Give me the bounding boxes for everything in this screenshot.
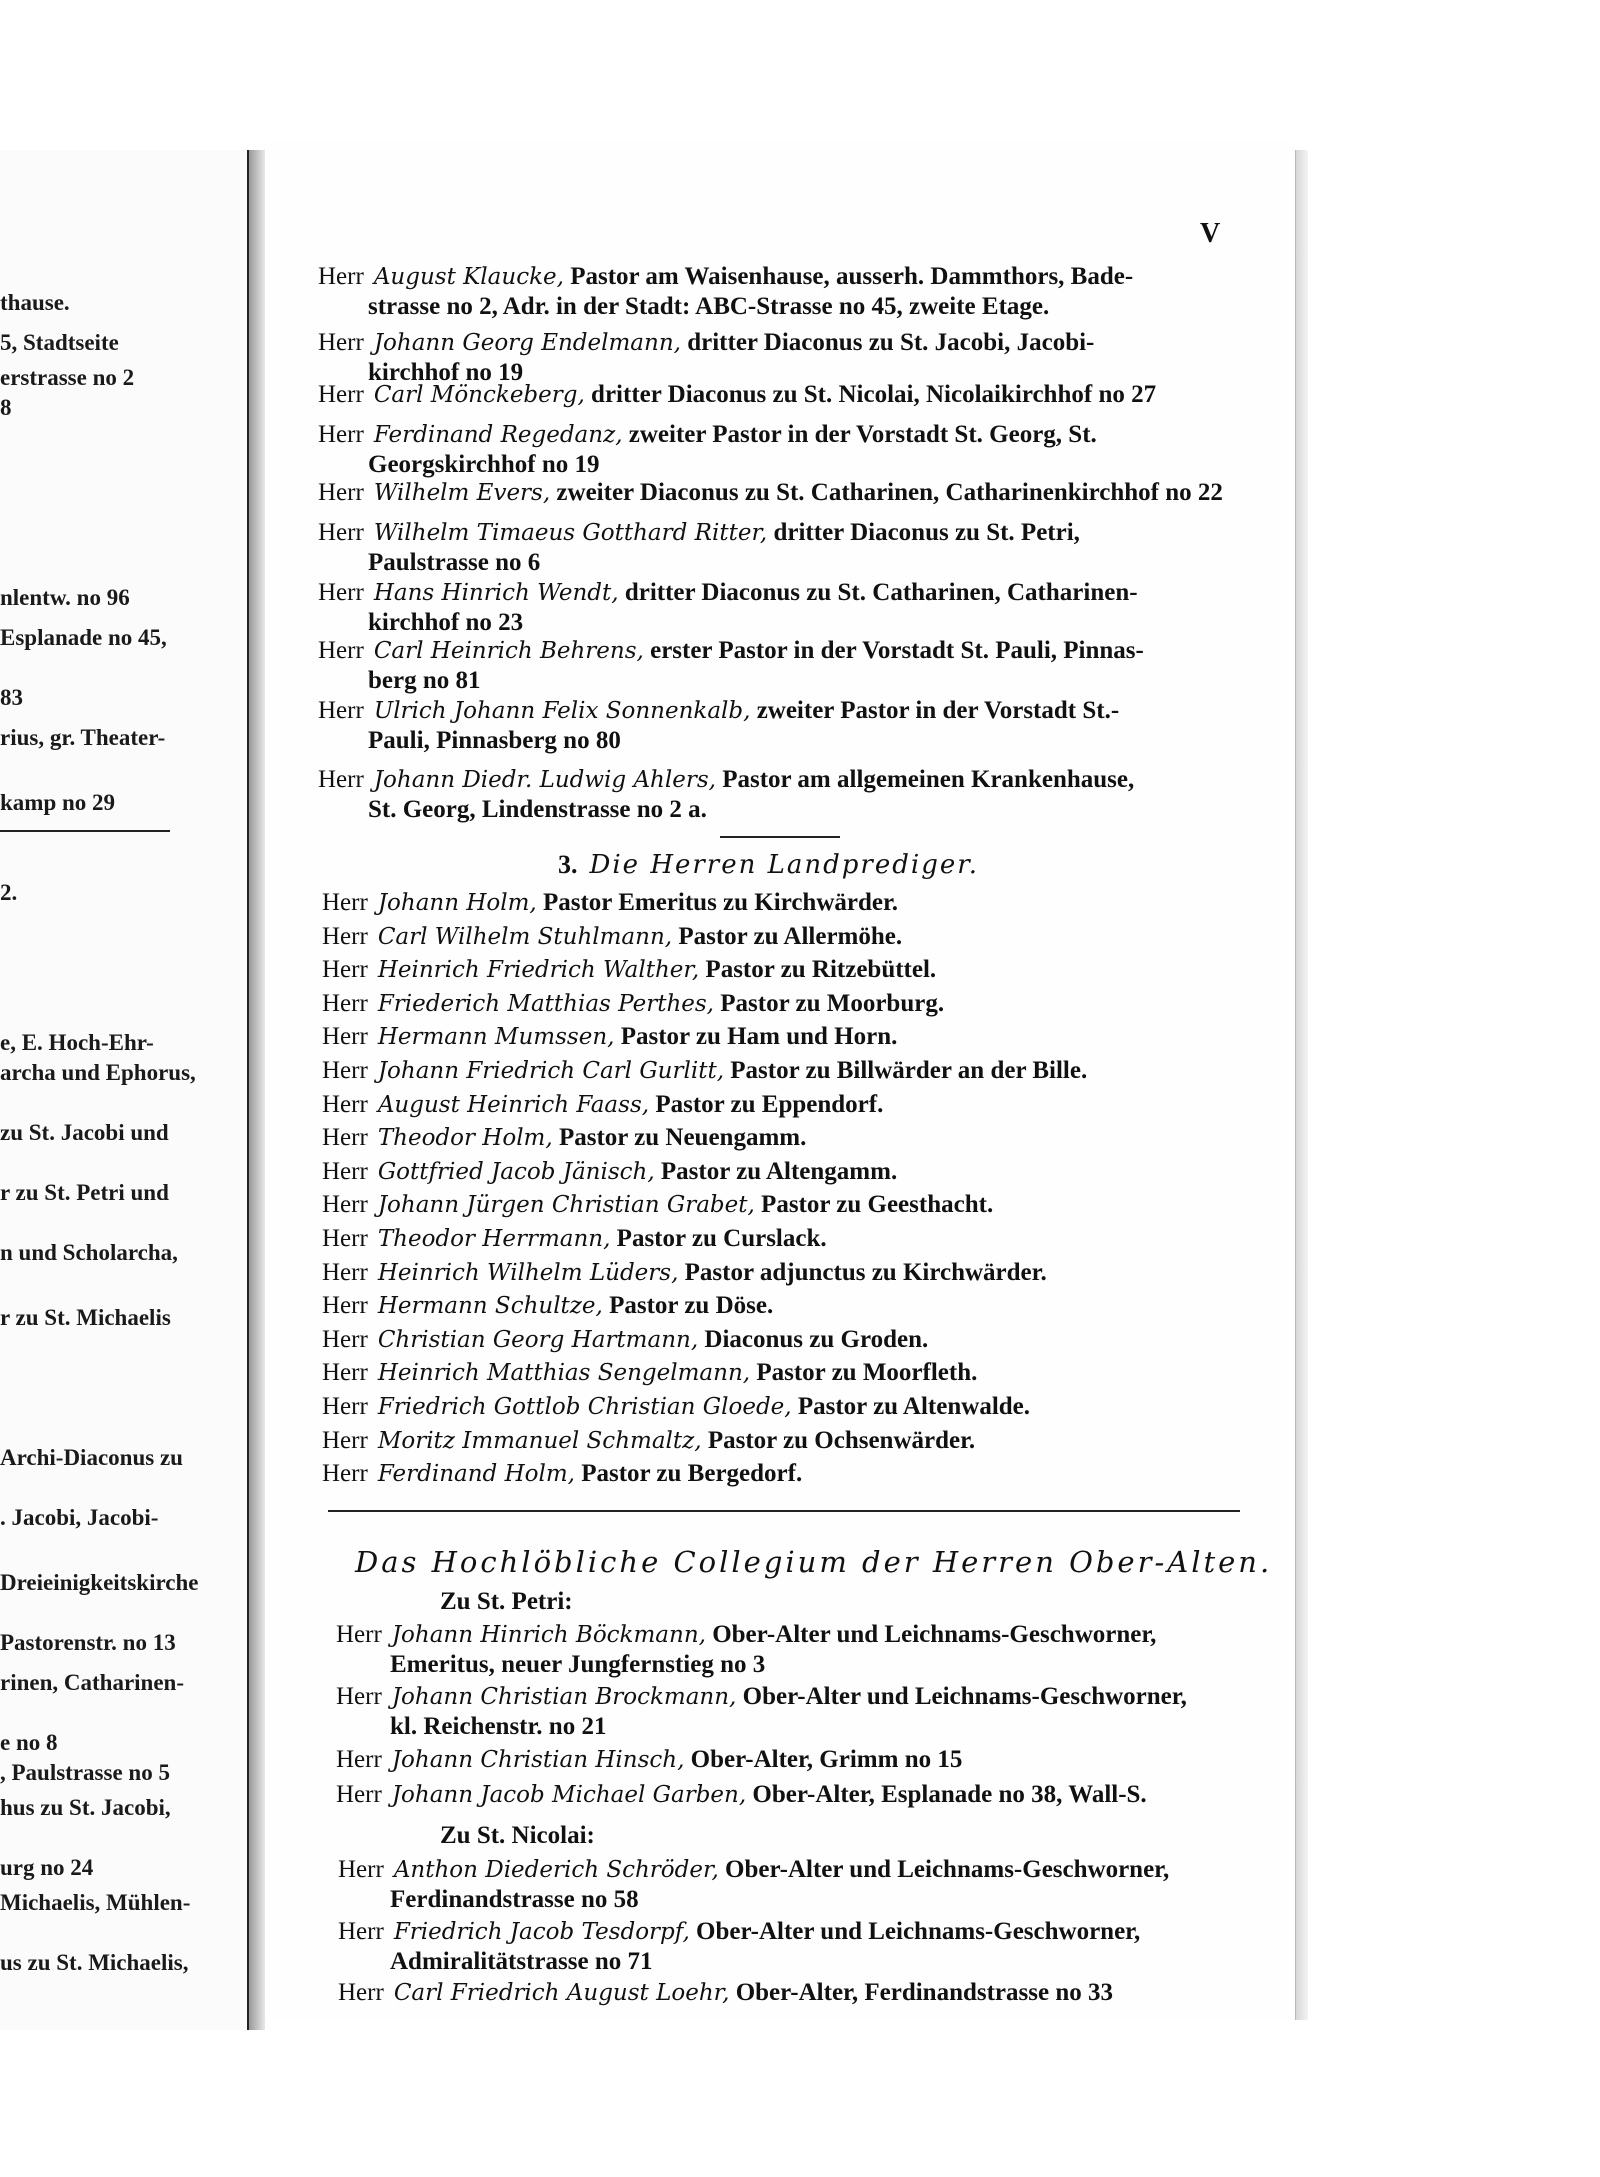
- entry-line: [322, 955, 936, 985]
- left-page-line: , Paulstrasse no 5: [0, 1760, 170, 1785]
- entry-continuation: Admiralitätstrasse no 71: [390, 1948, 653, 1975]
- entry-description: zweiter Pastor in der Vorstadt St.-: [756, 697, 1120, 724]
- entry-line: [318, 262, 1133, 292]
- entry-description: Pastor zu Moorfleth.: [756, 1359, 978, 1387]
- entry-title: Herr: [318, 519, 364, 546]
- entry-description: Pastor am Waisenhause, ausserh. Dammthors, Bade-: [570, 263, 1134, 290]
- entry-title: Herr: [318, 329, 364, 356]
- entry-title: Herr: [318, 421, 364, 448]
- entry-line: [322, 1224, 827, 1254]
- entry-title: Herr: [322, 1191, 368, 1219]
- entry-line: [318, 380, 1156, 410]
- page-number: V: [1200, 218, 1221, 249]
- entry-title: Herr: [322, 1325, 368, 1353]
- entry-name: August Heinrich Faass,: [377, 1091, 650, 1118]
- section-title: Die Herren Landprediger.: [589, 850, 980, 880]
- entry-name: Johann Friedrich Carl Gurlitt,: [377, 1058, 725, 1084]
- entry-line: [322, 1459, 802, 1489]
- entry-continuation: kirchhof no 23: [368, 609, 524, 636]
- entry-title: Herr: [336, 1781, 382, 1808]
- left-page-line: Esplanade no 45,: [0, 625, 167, 650]
- entry-description: Pastor zu Altengamm.: [660, 1157, 898, 1185]
- left-page-line: 8: [0, 395, 12, 420]
- entry-description: Pastor zu Ochsenwärder.: [707, 1426, 976, 1454]
- left-page-line: e, E. Hoch-Ehr-: [0, 1030, 154, 1055]
- entry-line: [322, 1190, 993, 1220]
- entry-line: [318, 328, 1094, 358]
- left-page-line: e no 8: [0, 1730, 58, 1755]
- entry-line: [322, 1022, 897, 1052]
- entry-name: Friedrich Gottlob Christian Gloede,: [377, 1394, 792, 1420]
- entry-name: Johann Jacob Michael Garben,: [391, 1782, 747, 1808]
- entry-name: August Klaucke,: [373, 264, 564, 290]
- left-page-line: Dreieinigkeitskirche: [0, 1570, 199, 1595]
- entry-line: [338, 1917, 1140, 1947]
- left-page-line: Michaelis, Mühlen-: [0, 1890, 191, 1915]
- entry-name: Friedrich Jacob Tesdorpf,: [393, 1919, 690, 1945]
- entry-name: Johann Holm,: [377, 890, 537, 916]
- entry-title: Herr: [322, 1090, 368, 1118]
- entry-line: [322, 1157, 897, 1187]
- entry-continuation: Pauli, Pinnasberg no 80: [368, 727, 621, 754]
- entry-name: Ulrich Johann Felix Sonnenkalb,: [373, 698, 751, 724]
- entry-name: Hans Hinrich Wendt,: [373, 580, 619, 606]
- entry-description: Ober-Alter, Grimm no 15: [690, 1746, 963, 1773]
- entry-title: Herr: [322, 1057, 368, 1084]
- entry-continuation: Ferdinandstrasse no 58: [390, 1886, 639, 1913]
- entry-continuation: Emeritus, neuer Jungfernstieg no 3: [390, 1651, 766, 1678]
- entry-description: Ober-Alter, Ferdinandstrasse no 33: [735, 1979, 1113, 2006]
- entry-title: Herr: [336, 1746, 382, 1773]
- left-page-line: 83: [0, 685, 23, 710]
- section-heading: [558, 850, 979, 880]
- entry-description: Pastor zu Moorburg.: [720, 989, 945, 1017]
- entry-description: dritter Diaconus zu St. Nicolai, Nicolaikirchhof no 27: [591, 381, 1157, 408]
- entry-description: Pastor am allgemeinen Krankenhause,: [722, 766, 1135, 793]
- entry-line: [318, 765, 1134, 795]
- entry-line: [322, 922, 902, 952]
- entry-name: Theodor Holm,: [377, 1125, 553, 1152]
- entry-line: [318, 518, 1080, 548]
- entry-description: Pastor zu Neuengamm.: [558, 1124, 807, 1152]
- entry-description: erster Pastor in der Vorstadt St. Pauli, Pinnas-: [650, 637, 1144, 664]
- left-page-line: zu St. Jacobi und: [0, 1120, 169, 1145]
- book-gutter: [249, 150, 265, 2030]
- entry-title: Herr: [318, 381, 364, 408]
- entry-name: Johann Diedr. Ludwig Ahlers,: [373, 767, 716, 793]
- left-page-fragment: [0, 150, 249, 2030]
- entry-description: Pastor zu Bergedorf.: [581, 1460, 803, 1488]
- entry-title: Herr: [322, 1124, 368, 1152]
- entry-title: Herr: [318, 479, 364, 506]
- page-edge: [1295, 150, 1308, 2020]
- entry-name: Johann Christian Brockmann,: [391, 1684, 737, 1710]
- entry-name: Johann Georg Endelmann,: [373, 330, 681, 356]
- left-page-line: rinen, Catharinen-: [0, 1670, 184, 1695]
- entry-title: Herr: [322, 1023, 368, 1051]
- entry-title: Herr: [338, 1979, 384, 2006]
- entry-name: Gottfried Jacob Jänisch,: [377, 1158, 655, 1185]
- entry-name: Theodor Herrmann,: [377, 1226, 611, 1252]
- entry-title: Herr: [322, 889, 368, 916]
- entry-title: Herr: [322, 956, 368, 984]
- entry-title: Herr: [322, 1292, 368, 1320]
- entry-description: dritter Diaconus zu St. Jacobi, Jacobi-: [687, 329, 1095, 356]
- entry-description: Pastor zu Curslack.: [616, 1225, 827, 1252]
- left-page-line: hus zu St. Jacobi,: [0, 1795, 171, 1820]
- entry-continuation: strasse no 2, Adr. in der Stadt: ABC-Strasse no 45, zweite Etage.: [368, 293, 1050, 320]
- entry-continuation: kl. Reichenstr. no 21: [390, 1713, 607, 1740]
- entry-title: Herr: [336, 1621, 382, 1648]
- left-page-line: erstrasse no 2: [0, 365, 135, 390]
- left-page-rule: [0, 830, 170, 832]
- entry-title: Herr: [318, 579, 364, 606]
- entry-title: Herr: [322, 1157, 368, 1185]
- entry-line: [338, 1855, 1169, 1885]
- entry-description: Ober-Alter und Leichnams-Geschworner,: [696, 1918, 1141, 1945]
- entry-description: Pastor Emeritus zu Kirchwärder.: [542, 889, 899, 916]
- entry-description: Ober-Alter und Leichnams-Geschworner,: [742, 1683, 1187, 1710]
- entry-title: Herr: [322, 989, 368, 1017]
- entry-description: dritter Diaconus zu St. Catharinen, Catharinen-: [624, 579, 1138, 606]
- left-page-line: us zu St. Michaelis,: [0, 1950, 189, 1975]
- entry-name: Ferdinand Regedanz,: [373, 422, 623, 448]
- entry-title: Herr: [322, 922, 368, 950]
- entry-description: Diaconus zu Groden.: [704, 1325, 929, 1353]
- entry-title: Herr: [322, 1225, 368, 1252]
- left-page-line: . Jacobi, Jacobi-: [0, 1505, 159, 1530]
- entry-name: Carl Wilhelm Stuhlmann,: [377, 923, 673, 950]
- entry-description: Pastor zu Billwärder an der Bille.: [730, 1057, 1088, 1084]
- entry-line: [336, 1780, 1147, 1810]
- entry-line: [322, 1123, 806, 1153]
- entry-line: [338, 1978, 1113, 2008]
- entry-description: Pastor zu Altenwalde.: [797, 1393, 1031, 1420]
- left-page-line: Pastorenstr. no 13: [0, 1630, 176, 1655]
- entry-line: [336, 1745, 962, 1775]
- left-page-line: rius, gr. Theater-: [0, 725, 166, 750]
- subheading-nicolai: Zu St. Nicolai:: [440, 1822, 595, 1849]
- entry-title: Herr: [338, 1856, 384, 1883]
- left-page-line: nlentw. no 96: [0, 585, 130, 610]
- entry-line: [318, 478, 1223, 508]
- entry-description: zweiter Diaconus zu St. Catharinen, Catharinenkirchhof no 22: [556, 479, 1223, 506]
- entry-description: Pastor zu Ritzebüttel.: [705, 956, 937, 984]
- entry-description: zweiter Pastor in der Vorstadt St. Georg, St.: [628, 421, 1097, 448]
- entry-title: Herr: [318, 263, 364, 290]
- entry-continuation: St. Georg, Lindenstrasse no 2 a.: [368, 796, 707, 823]
- entry-description: Pastor zu Ham und Horn.: [620, 1023, 898, 1051]
- left-page-line: archa und Ephorus,: [0, 1060, 196, 1085]
- entry-name: Christian Georg Hartmann,: [377, 1326, 699, 1353]
- entry-title: Herr: [318, 697, 364, 724]
- entry-title: Herr: [318, 637, 364, 664]
- entry-description: Pastor adjunctus zu Kirchwärder.: [684, 1258, 1047, 1286]
- entry-line: [322, 1325, 928, 1355]
- entry-line: [322, 1258, 1047, 1288]
- entry-name: Carl Friedrich August Loehr,: [393, 1980, 730, 2006]
- entry-title: Herr: [322, 1359, 368, 1387]
- entry-name: Heinrich Friedrich Walther,: [377, 957, 700, 984]
- entry-line: [322, 888, 898, 918]
- entry-name: Friederich Matthias Perthes,: [377, 990, 714, 1017]
- left-page-line: r zu St. Michaelis: [0, 1305, 171, 1330]
- entry-name: Carl Heinrich Behrens,: [373, 638, 644, 664]
- entry-continuation: berg no 81: [368, 667, 481, 694]
- entry-description: Pastor zu Eppendorf.: [655, 1090, 884, 1118]
- section-number: 3.: [558, 850, 578, 879]
- entry-title: Herr: [336, 1683, 382, 1710]
- entry-line: [322, 1358, 977, 1388]
- entry-name: Ferdinand Holm,: [377, 1461, 575, 1488]
- entry-line: [318, 578, 1138, 608]
- entry-description: Ober-Alter und Leichnams-Geschworner,: [725, 1856, 1170, 1883]
- entry-name: Heinrich Wilhelm Lüders,: [377, 1259, 679, 1286]
- entry-description: Ober-Alter, Esplanade no 38, Wall-S.: [752, 1781, 1147, 1808]
- entry-name: Wilhelm Timaeus Gotthard Ritter,: [373, 520, 768, 546]
- entry-name: Carl Mönckeberg,: [373, 382, 585, 408]
- entry-name: Johann Jürgen Christian Grabet,: [377, 1192, 755, 1219]
- entry-name: Johann Christian Hinsch,: [391, 1747, 685, 1773]
- entry-name: Hermann Mumssen,: [377, 1024, 615, 1051]
- entry-title: Herr: [322, 1258, 368, 1286]
- collegium-heading: Das Hochlöbliche Collegium der Herren Ober-Alten.: [355, 1545, 1273, 1579]
- entry-title: Herr: [338, 1918, 384, 1945]
- entry-line: [322, 989, 944, 1019]
- left-page-line: Archi-Diaconus zu: [0, 1445, 183, 1470]
- entry-line: [318, 420, 1097, 450]
- left-page-line: urg no 24: [0, 1855, 94, 1880]
- collegium-rule: [328, 1510, 1240, 1512]
- left-page-line: 2.: [0, 880, 18, 905]
- entry-line: [322, 1426, 975, 1456]
- entry-name: Anthon Diederich Schröder,: [393, 1857, 719, 1883]
- left-page-line: n und Scholarcha,: [0, 1240, 178, 1265]
- entry-line: [336, 1682, 1187, 1712]
- entry-description: dritter Diaconus zu St. Petri,: [773, 519, 1080, 546]
- entry-title: Herr: [322, 1460, 368, 1488]
- entry-title: Herr: [322, 1393, 368, 1420]
- entry-description: Pastor zu Allermöhe.: [678, 922, 903, 950]
- subheading-petri: Zu St. Petri:: [440, 1588, 573, 1615]
- entry-line: [318, 636, 1144, 666]
- entry-name: Moritz Immanuel Schmaltz,: [377, 1427, 702, 1454]
- left-page-line: thause.: [0, 290, 70, 315]
- entry-name: Heinrich Matthias Sengelmann,: [377, 1360, 751, 1387]
- entry-continuation: kirchhof no 19: [368, 359, 524, 386]
- entry-continuation: Paulstrasse no 6: [368, 549, 541, 576]
- entry-name: Wilhelm Evers,: [373, 480, 551, 506]
- entry-description: Pastor zu Döse.: [609, 1292, 774, 1320]
- entry-line: [336, 1620, 1156, 1650]
- left-page-line: kamp no 29: [0, 790, 116, 815]
- entry-line: [322, 1090, 883, 1120]
- section-rule: [720, 836, 840, 838]
- entry-description: Pastor zu Geesthacht.: [761, 1191, 994, 1219]
- entry-title: Herr: [318, 766, 364, 793]
- entry-line: [318, 696, 1119, 726]
- entry-description: Ober-Alter und Leichnams-Geschworner,: [712, 1621, 1157, 1648]
- left-page-line: r zu St. Petri und: [0, 1180, 169, 1205]
- entry-line: [322, 1056, 1087, 1086]
- left-page-line: 5, Stadtseite: [0, 330, 119, 355]
- entry-line: [322, 1291, 773, 1321]
- entry-name: Johann Hinrich Böckmann,: [391, 1622, 706, 1648]
- entry-name: Hermann Schultze,: [377, 1293, 603, 1320]
- entry-line: [322, 1392, 1030, 1422]
- entry-title: Herr: [322, 1426, 368, 1454]
- entry-continuation: Georgskirchhof no 19: [368, 451, 600, 478]
